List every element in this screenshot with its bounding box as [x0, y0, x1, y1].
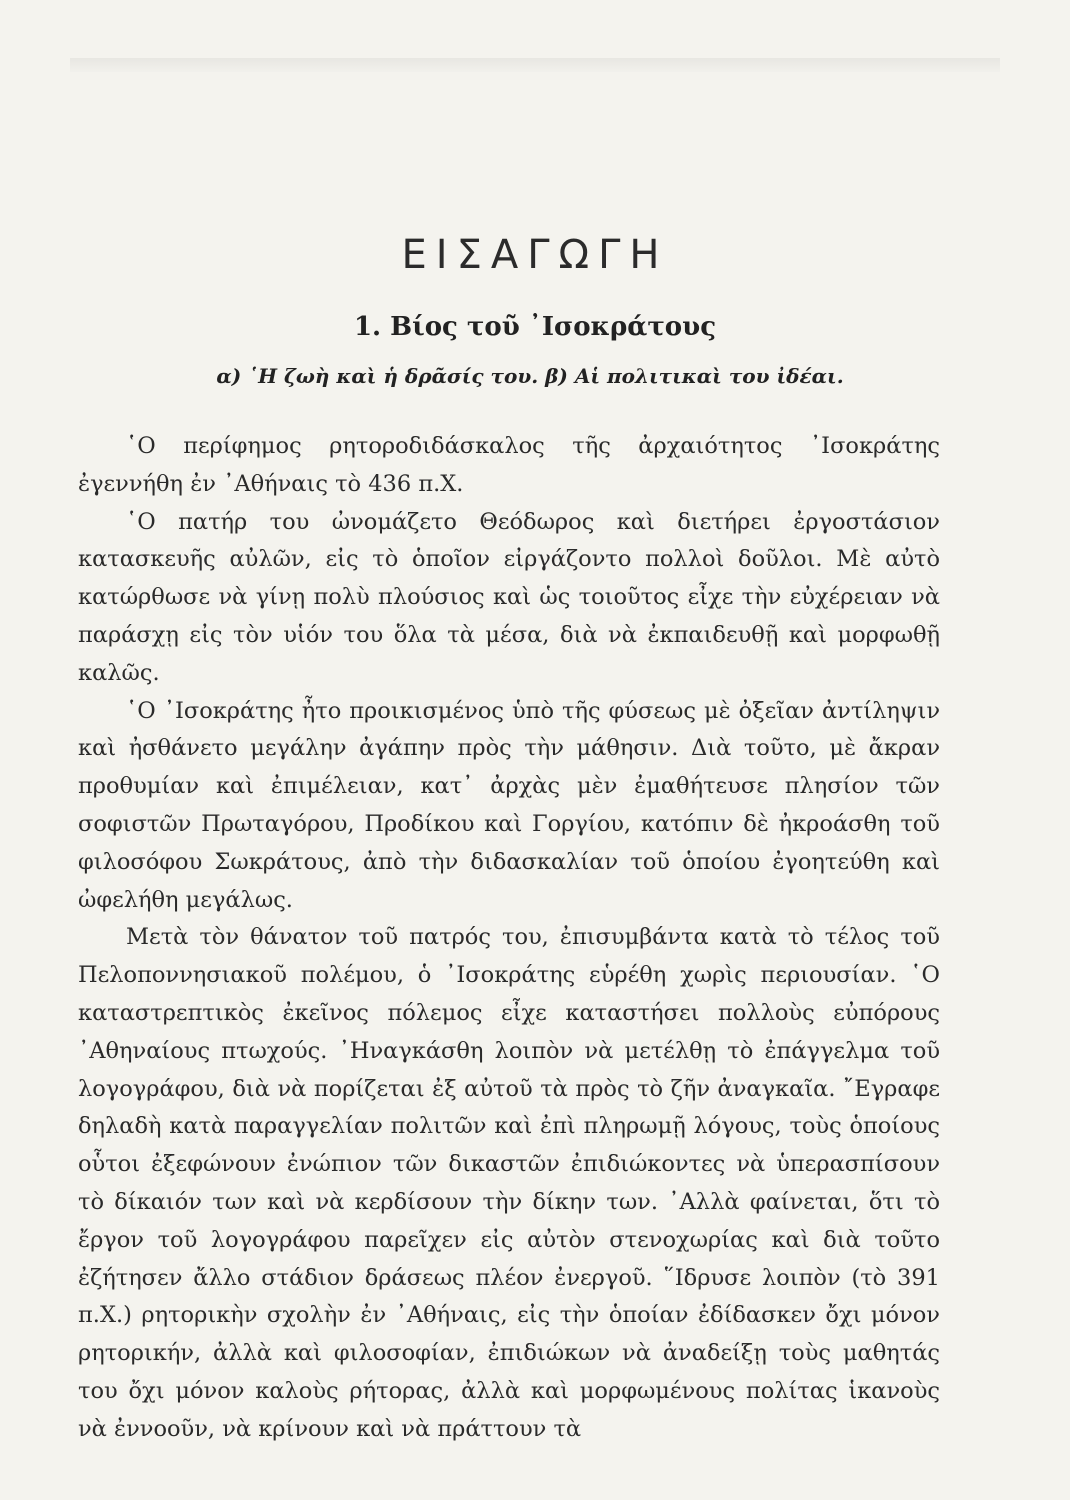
subheading: α) ῾Η ζωὴ καὶ ἡ δρᾶσίς του. β) Αἱ πολιτικαὶ του ἰδέαι.	[216, 364, 844, 388]
body-text	[78, 428, 940, 1449]
page-edge-shadow	[70, 58, 1000, 72]
section-heading: 1. Βίος τοῦ ᾿Ισοκράτους	[353, 311, 717, 342]
paragraph: ῾Ο περίφημος ρητοροδιδάσκαλος τῆς ἀρχαιότητος ᾿Ισοκράτης ἐγεννήθη ἐν ᾿Αθήναις τὸ 436 π.Χ.	[78, 433, 940, 497]
paragraph: Μετὰ τὸν θάνατον τοῦ πατρός του, ἐπισυμβάντα κατὰ τὸ τέλος τοῦ Πελοποννησιακοῦ πολέμου, ὁ ᾿Ισοκράτης εὑρέθη χωρὶς περιουσίαν. ῾Ο καταστρεπτικὸς ἐκεῖνος πόλεμος εἶχε καταστήσει πολλοὺς εὐπόρους ᾿Αθηναίους πτωχούς. ᾿Ηναγκάσθη λοιπὸν νὰ μετέλθῃ τὸ ἐπάγγελμα τοῦ λογογράφου, διὰ νὰ πορίζεται ἐξ αὐτοῦ τὰ πρὸς τὸ ζῆν ἀναγκαῖα. ῎Εγραφε δηλαδὴ κατὰ παραγγελίαν πολιτῶν καὶ ἐπὶ πληρωμῇ λόγους, τοὺς ὁποίους οὗτοι ἐξεφώνουν ἐνώπιον τῶν δικαστῶν ἐπιδιώκοντες νὰ ὑπερασπίσουν τὸ δίκαιόν των καὶ νὰ κερδίσουν τὴν δίκην των. ᾿Αλλὰ φαίνεται, ὅτι τὸ ἔργον τοῦ λογογράφου παρεῖχεν εἰς αὐτὸν στενοχωρίας καὶ διὰ τοῦτο ἐζήτησεν ἄλλο στάδιον δράσεως πλέον ἐνεργοῦ. ῞Ιδρυσε λοιπὸν (τὸ 391 π.Χ.) ρητορικὴν σχολὴν ἐν ᾿Αθήναις, εἰς τὴν ὁποίαν ἐδίδασκεν ὄχι μόνον ρητορικήν, ἀλλὰ καὶ φιλοσοφίαν, ἐπιδιώκων νὰ ἀναδείξῃ τοὺς μαθητάς του ὄχι μόνον καλοὺς ρήτορας, ἀλλὰ καὶ μορφωμένους πολίτας ἱκανοὺς νὰ ἐννοοῦν, νὰ κρίνουν καὶ νὰ πράττουν τὰ	[78, 924, 940, 1442]
paragraph: ῾Ο πατήρ του ὠνομάζετο Θεόδωρος καὶ διετήρει ἐργοστάσιον κατασκευῆς αὐλῶν, εἰς τὸ ὁποῖον εἰργάζοντο πολλοὶ δοῦλοι. Μὲ αὐτὸ κατώρθωσε νὰ γίνῃ πολὺ πλούσιος καὶ ὡς τοιοῦτος εἶχε τὴν εὐχέρειαν νὰ παράσχῃ εἰς τὸν υἱόν του ὅλα τὰ μέσα, διὰ νὰ ἐκπαιδευθῇ καὶ μορφωθῇ καλῶς.	[78, 508, 940, 686]
page-title: ΕΙΣΑΓΩΓΗ	[401, 231, 669, 278]
paragraph: ῾Ο ᾿Ισοκράτης ἦτο προικισμένος ὑπὸ τῆς φύσεως μὲ ὀξεῖαν ἀντίληψιν καὶ ἠσθάνετο μεγάλην ἀγάπην πρὸς τὴν μάθησιν. Διὰ τοῦτο, μὲ ἄκραν προθυμίαν καὶ ἐπιμέλειαν, κατ᾿ ἀρχὰς μὲν ἐμαθήτευσε πλησίον τῶν σοφιστῶν Πρωταγόρου, Προδίκου καὶ Γοργίου, κατόπιν δὲ ἠκροάσθη τοῦ φιλοσόφου Σωκράτους, ἀπὸ τὴν διδασκαλίαν τοῦ ὁποίου ἐγοητεύθη καὶ ὠφελήθη μεγάλως.	[78, 697, 940, 913]
